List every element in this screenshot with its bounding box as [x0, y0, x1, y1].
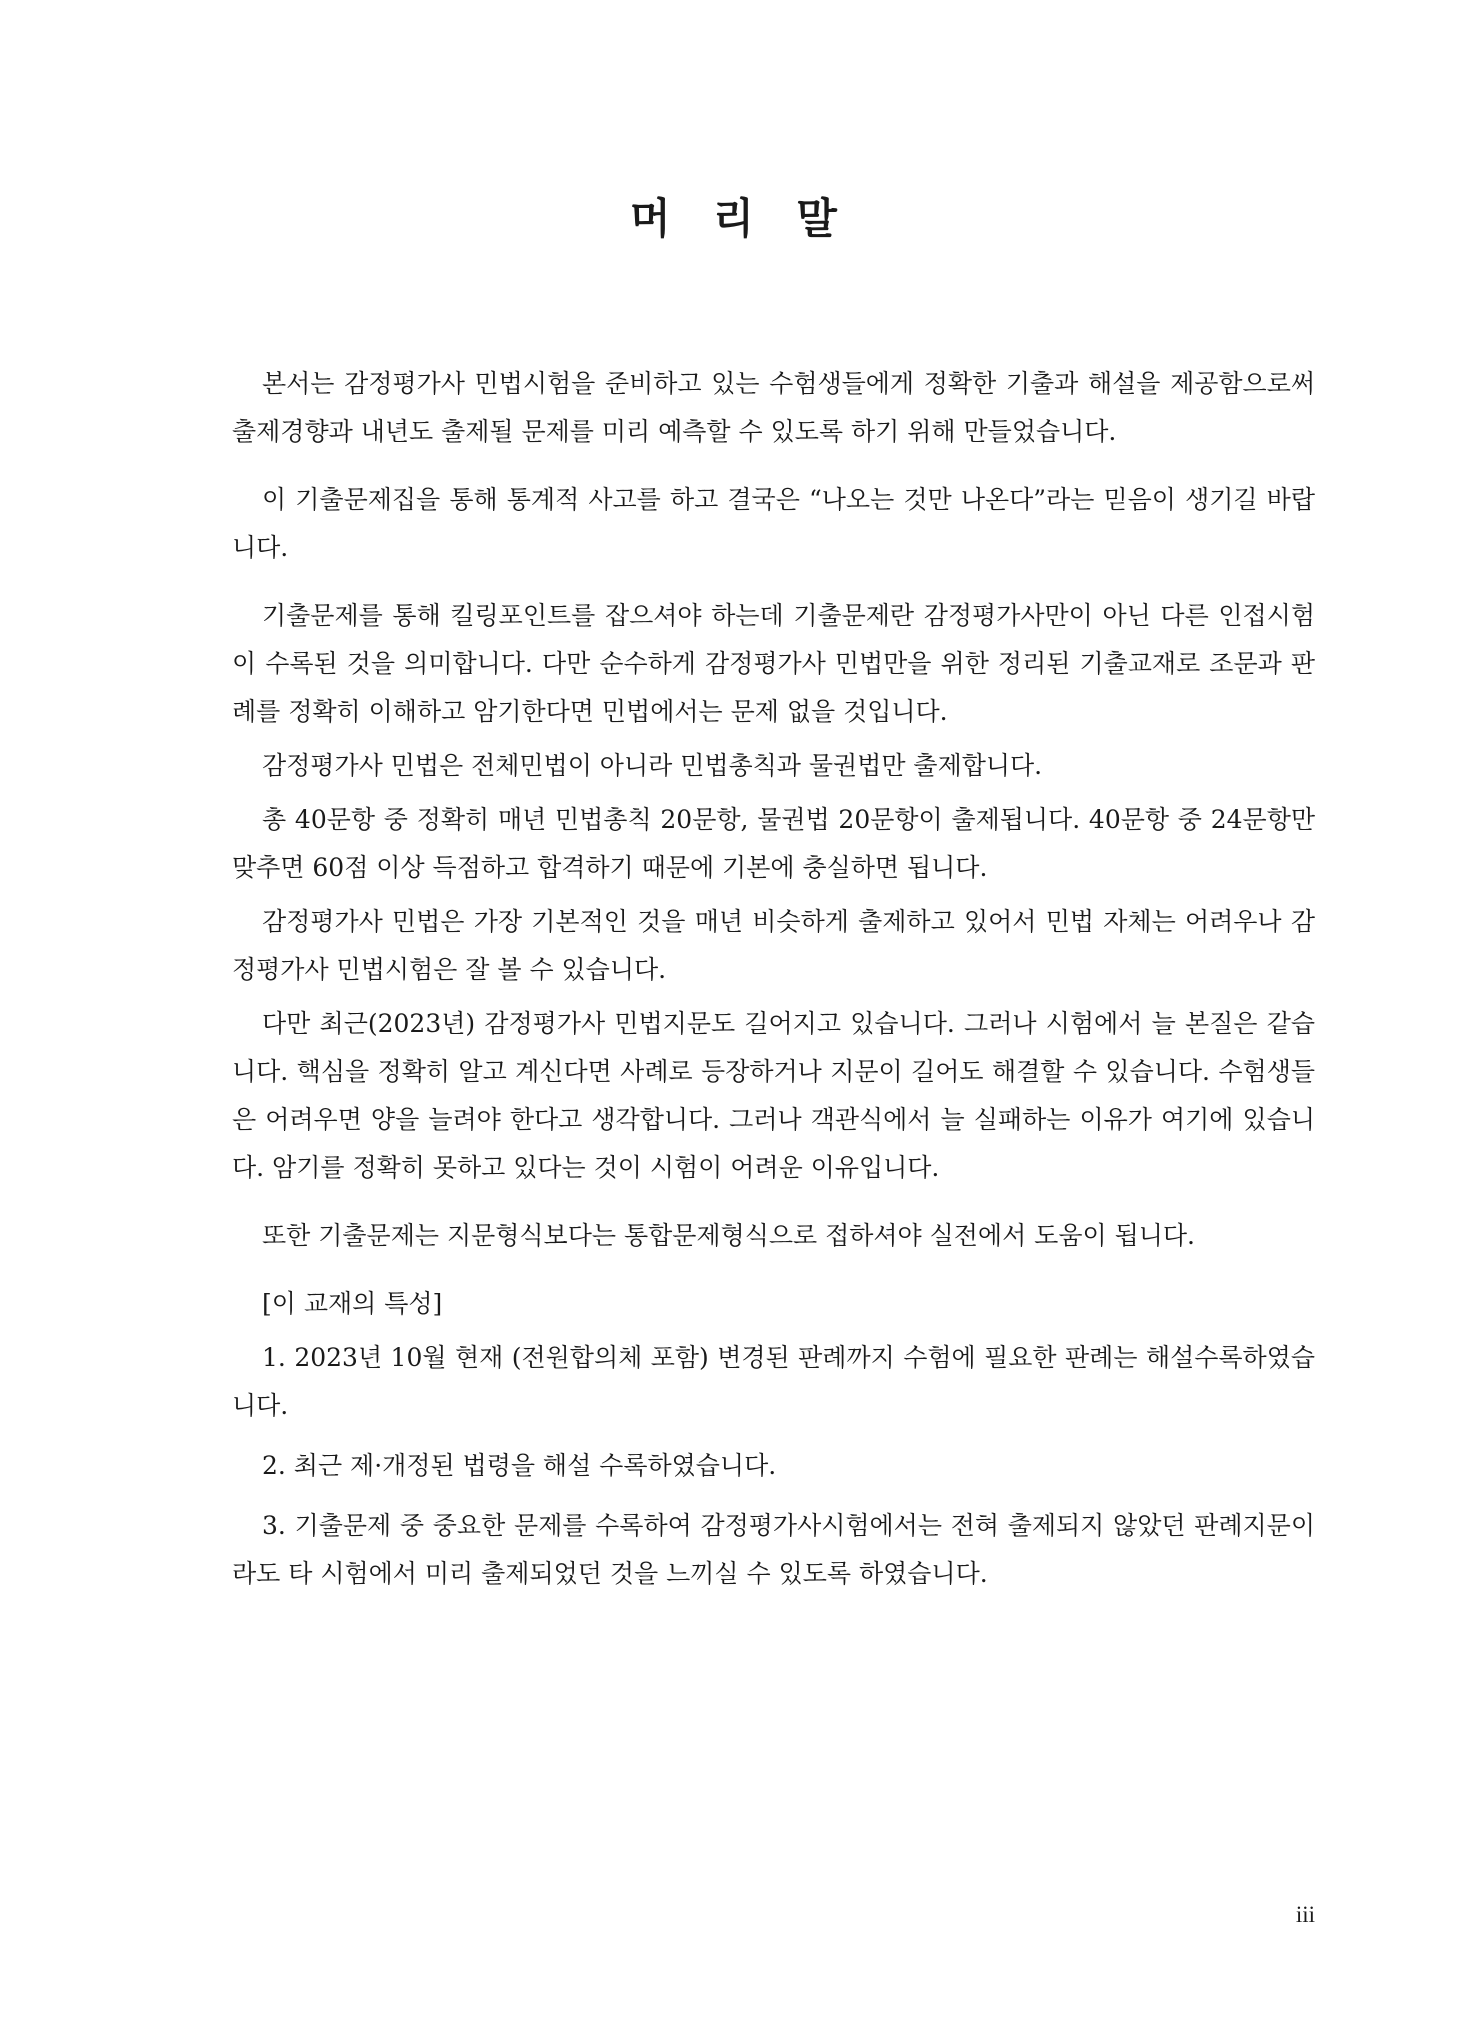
paragraph-killing-point: 기출문제를 통해 킬링포인트를 잡으셔야 하는데 기출문제란 감정평가사만이 아닌 다른 인접시험이 수록된 것을 의미합니다. 다만 순수하게 감정평가사 민법만을 위한 정리된 기출교재로 조문과 판례를 정확히 이해하고 암기한다면 민법에서는 문제 없을 것입니다. — [232, 601, 1315, 726]
features-heading: [이 교재의 특성] — [262, 1289, 443, 1318]
feature-item-3: 3. 기출문제 중 중요한 문제를 수록하여 감정평가사시험에서는 전혀 출제되지 않았던 판례지문이라도 타 시험에서 미리 출제되었던 것을 느끼실 수 있도록 하였습니다. — [232, 1511, 1315, 1588]
feature-item-2: 2. 최근 제·개정된 법령을 해설 수록하였습니다. — [262, 1451, 777, 1480]
paragraph-scope: 감정평가사 민법은 전체민법이 아니라 민법총칙과 물권법만 출제합니다. — [262, 751, 1043, 780]
paragraph-recent-trend: 다만 최근(2023년) 감정평가사 민법지문도 길어지고 있습니다. 그러나 시험에서 늘 본질은 같습니다. 핵심을 정확히 알고 계신다면 사례로 등장하거나 지문이 길어도 해결할 수 있습니다. 수험생들은 어려우면 양을 늘려야 한다고 생각합니다. 그러나 객관식에서 늘 실패하는 이유가 여기에 있습니다. 암기를 정확히 못하고 있다는 것이 시험이 어려운 이유입니다. — [232, 1009, 1315, 1182]
paragraph-belief: 이 기출문제집을 통해 통계적 사고를 하고 결국은 “나오는 것만 나온다”라는 믿음이 생기길 바랍니다. — [232, 485, 1315, 562]
preface-body — [232, 360, 1315, 1598]
paragraph-integrated: 또한 기출문제는 지문형식보다는 통합문제형식으로 접하셔야 실전에서 도움이 됩니다. — [262, 1221, 1195, 1250]
paragraph-intro: 본서는 감정평가사 민법시험을 준비하고 있는 수험생들에게 정확한 기출과 해설을 제공함으로써 출제경향과 내년도 출제될 문제를 미리 예측할 수 있도록 하기 위해 만들었습니다. — [232, 369, 1315, 446]
paragraph-question-count: 총 40문항 중 정확히 매년 민법총칙 20문항, 물권법 20문항이 출제됩니다. 40문항 중 24문항만 맞추면 60점 이상 득점하고 합격하기 때문에 기본에 충실하면 됩니다. — [232, 805, 1315, 882]
page-number: iii — [1295, 1902, 1315, 1927]
feature-item-1: 1. 2023년 10월 현재 (전원합의체 포함) 변경된 판례까지 수험에 필요한 판례는 해설수록하였습니다. — [232, 1343, 1315, 1420]
page-title: 머 리 말 — [630, 194, 851, 243]
paragraph-basics: 감정평가사 민법은 가장 기본적인 것을 매년 비슷하게 출제하고 있어서 민법 자체는 어려우나 감정평가사 민법시험은 잘 볼 수 있습니다. — [232, 907, 1315, 984]
